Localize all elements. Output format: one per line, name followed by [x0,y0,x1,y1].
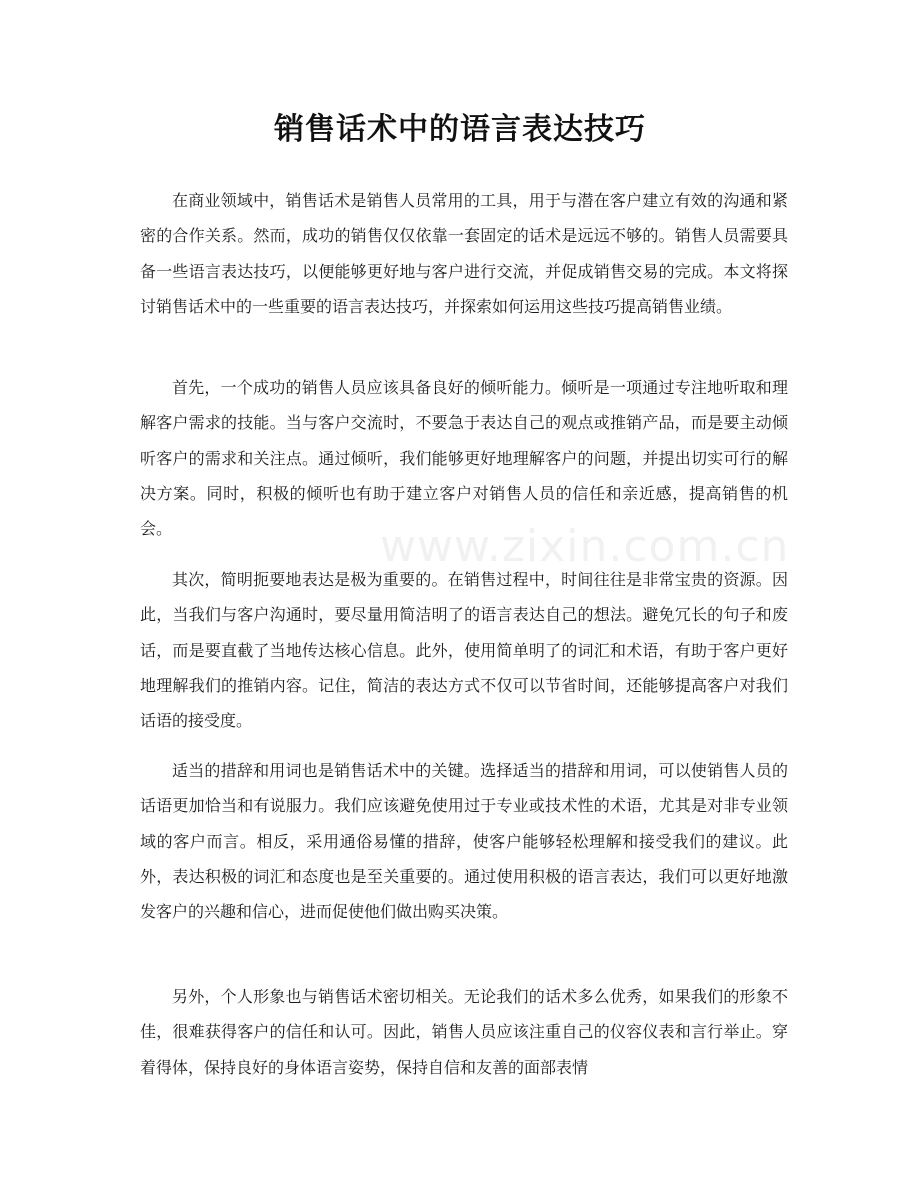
paragraph-concise: 其次，简明扼要地表达是极为重要的。在销售过程中，时间往往是非常宝贵的资源。因此，当我们与客户沟通时，要尽量用简洁明了的语言表达自己的想法。避免冗长的句子和废话，而是要直截了当地传达核心信息。此外，使用简单明了的词汇和术语，有助于客户更好地理解我们的推销内容。记住，简洁的表达方式不仅可以节省时间，还能够提高客户对我们话语的接受度。 [140,570,788,731]
paragraph-wording: 适当的措辞和用词也是销售话术中的关键。选择适当的措辞和用词，可以使销售人员的话语更加恰当和有说服力。我们应该避免使用过于专业或技术性的术语，尤其是对非专业领域的客户而言。相反，采用通俗易懂的措辞，使客户能够轻松理解和接受我们的建议。此外，表达积极的词汇和态度也是至关重要的。通过使用积极的语言表达，我们可以更好地激发客户的兴趣和信心，进而促使他们做出购买决策。 [140,761,788,922]
document-title: 销售话术中的语言表达技巧 [274,112,646,147]
watermark: www.zixin.com.cn [380,521,790,572]
paragraph-intro: 在商业领域中，销售话术是销售人员常用的工具，用于与潜在客户建立有效的沟通和紧密的合作关系。然而，成功的销售仅仅依靠一套固定的话术是远远不够的。销售人员需要具备一些语言表达技巧，以便能够更好地与客户进行交流，并促成销售交易的完成。本文将探讨销售话术中的一些重要的语言表达技巧，并探索如何运用这些技巧提高销售业绩。 [140,191,788,316]
paragraph-image: 另外，个人形象也与销售话术密切相关。无论我们的话术多么优秀，如果我们的形象不佳，很难获得客户的信任和认可。因此，销售人员应该注重自己的仪容仪表和言行举止。穿着得体，保持良好的身体语言姿势，保持自信和友善的面部表情 [140,987,788,1077]
paragraph-listening: 首先，一个成功的销售人员应该具备良好的倾听能力。倾听是一项通过专注地听取和理解客户需求的技能。当与客户交流时，不要急于表达自己的观点或推销产品，而是要主动倾听客户的需求和关注点。通过倾听，我们能够更好地理解客户的问题，并提出切实可行的解决方案。同时，积极的倾听也有助于建立客户对销售人员的信任和亲近感，提高销售的机会。 [140,378,788,539]
